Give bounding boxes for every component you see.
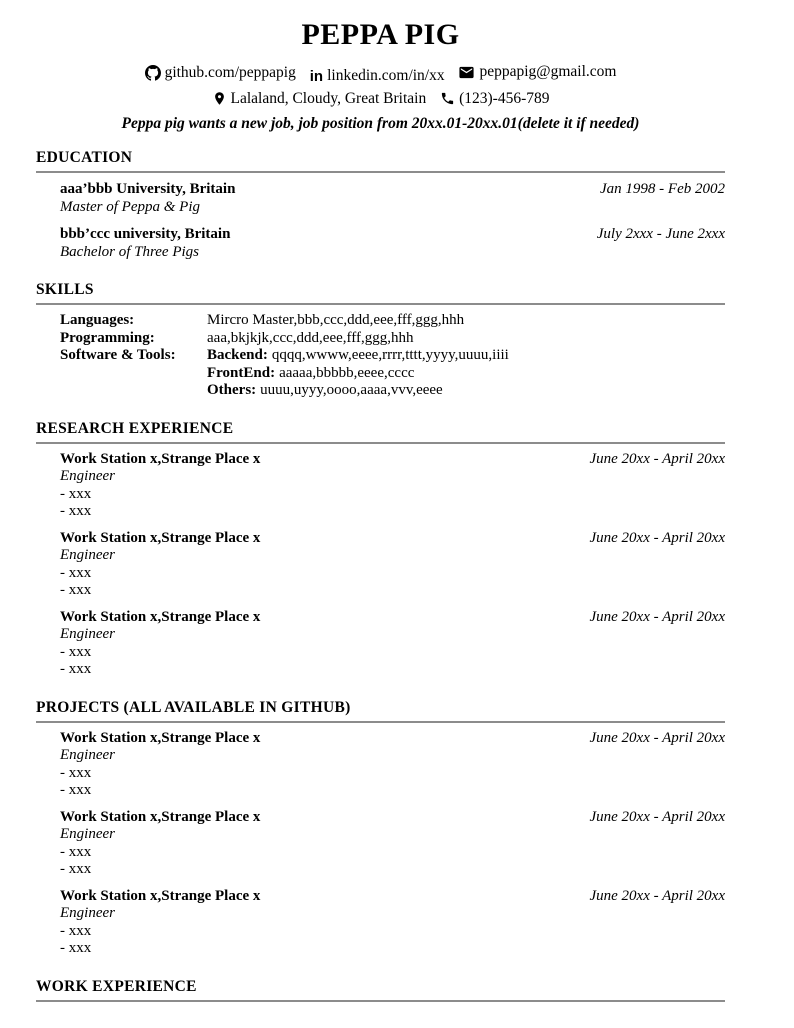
bullet-item: - xxx <box>60 843 92 860</box>
projects-heading: PROJECTS (ALL AVAILABLE IN GITHUB) <box>36 699 725 723</box>
skills-tools-others <box>207 382 509 400</box>
education-dates: July 2xxx - June 2xxx <box>596 226 725 242</box>
skills-tools-backend <box>207 347 509 365</box>
section-work-experience <box>36 978 725 1002</box>
skills-tools-frontend <box>207 365 509 383</box>
role-title: Engineer <box>60 905 115 921</box>
section-projects <box>36 699 725 964</box>
role-title: Engineer <box>60 826 115 842</box>
skills-label: Languages: <box>60 312 135 328</box>
degree-name: Master of Peppa & Pig <box>60 199 200 215</box>
tools-value: uuuu,uyyy,oooo,aaaa,vvv,eeee <box>260 382 443 398</box>
bullet-item: - xxx <box>60 485 92 502</box>
phone-number: (123)-456-789 <box>459 89 550 107</box>
linkedin-handle: linkedin.com/in/xx <box>327 67 445 84</box>
github-handle: github.com/peppapig <box>164 63 296 81</box>
project-entry-head <box>60 809 725 827</box>
tools-sublabel: Others: <box>207 382 257 398</box>
workplace-name: Work Station x,Strange Place x <box>60 729 261 746</box>
candidate-name: PEPPA PIG <box>301 18 460 51</box>
role-title: Engineer <box>60 547 115 563</box>
objective-line: Peppa pig wants a new job, job position from 20xx.01-20xx.01(delete it if needed) <box>121 115 640 132</box>
skills-row-programming <box>60 330 725 348</box>
school-name: bbb’ccc university, Britain <box>60 226 231 242</box>
github-contact <box>145 62 296 84</box>
tools-sublabel: FrontEnd: <box>207 364 276 381</box>
contact-line-2 <box>36 88 725 114</box>
skills-heading: SKILLS <box>36 281 725 305</box>
phone-contact <box>440 88 549 110</box>
research-dates: June 20xx - April 20xx <box>589 608 725 625</box>
project-entry <box>60 730 725 800</box>
bullet-item: - xxx <box>60 643 92 660</box>
school-name: aaa’bbb University, Britain <box>60 181 236 197</box>
workplace-name: Work Station x,Strange Place x <box>60 529 261 546</box>
education-heading: EDUCATION <box>36 149 725 173</box>
contact-line-1 <box>36 61 725 88</box>
section-research-experience <box>36 420 725 685</box>
workplace-name: Work Station x,Strange Place x <box>60 608 261 625</box>
role-title: Engineer <box>60 626 115 642</box>
role-title: Engineer <box>60 747 115 763</box>
phone-icon <box>440 91 455 106</box>
location-pin-icon <box>212 91 227 106</box>
skills-row-software-tools <box>60 347 725 400</box>
project-entry <box>60 809 725 879</box>
workplace-name: Work Station x,Strange Place x <box>60 808 261 825</box>
project-dates: June 20xx - April 20xx <box>589 729 725 746</box>
bullet-item: - xxx <box>60 661 92 677</box>
project-entry <box>60 888 725 958</box>
email-contact <box>458 61 616 83</box>
email-address: peppapig@gmail.com <box>479 63 617 80</box>
research-dates: June 20xx - April 20xx <box>589 450 725 467</box>
degree-name: Bachelor of Three Pigs <box>60 244 200 260</box>
project-entry-head <box>60 888 725 906</box>
research-entry <box>60 451 725 521</box>
bullet-item: - xxx <box>60 582 92 598</box>
project-dates: June 20xx - April 20xx <box>589 808 725 825</box>
email-icon <box>458 64 475 81</box>
research-entry-head <box>60 609 725 627</box>
education-entry <box>60 225 725 261</box>
research-dates: June 20xx - April 20xx <box>589 529 725 546</box>
research-entry <box>60 530 725 600</box>
skills-value: aaa,bkjkjk,ccc,ddd,eee,fff,ggg,hhh <box>207 329 414 346</box>
tools-value: qqqq,wwww,eeee,rrrr,tttt,yyyy,uuuu,iiii <box>271 347 509 363</box>
skills-row-languages <box>60 312 725 330</box>
bullet-item: - xxx <box>60 764 92 781</box>
work-heading: WORK EXPERIENCE <box>36 978 725 1002</box>
bullet-item: - xxx <box>60 861 92 877</box>
research-entries <box>36 444 725 685</box>
section-education <box>36 149 725 267</box>
research-entry <box>60 609 725 679</box>
linkedin-icon: in <box>309 67 324 85</box>
skills-label: Programming: <box>60 329 155 346</box>
workplace-name: Work Station x,Strange Place x <box>60 450 261 467</box>
section-skills <box>36 281 725 406</box>
skills-list <box>36 305 725 406</box>
bullet-item: - xxx <box>60 564 92 581</box>
skills-value: Mircro Master,bbb,ccc,ddd,eee,fff,ggg,hhh <box>207 312 465 328</box>
education-entry <box>60 180 725 216</box>
education-entry-head <box>60 225 725 243</box>
education-entry-head <box>60 180 725 198</box>
role-title: Engineer <box>60 468 115 484</box>
location-text: Lalaland, Cloudy, Great Britain <box>230 89 427 107</box>
github-icon <box>145 65 161 81</box>
bullet-item: - xxx <box>60 503 92 519</box>
location-contact <box>212 88 427 110</box>
tools-value: aaaaa,bbbbb,eeee,cccc <box>279 364 415 381</box>
skills-tools-lines <box>207 347 509 400</box>
bullet-item: - xxx <box>60 922 92 939</box>
skills-label: Software & Tools: <box>60 347 176 363</box>
research-heading: RESEARCH EXPERIENCE <box>36 420 725 444</box>
education-dates: Jan 1998 - Feb 2002 <box>600 181 725 197</box>
project-entry-head <box>60 730 725 748</box>
bullet-item: - xxx <box>60 940 92 956</box>
research-entry-head <box>60 530 725 548</box>
project-dates: June 20xx - April 20xx <box>589 887 725 904</box>
bullet-item: - xxx <box>60 782 92 798</box>
research-entry-head <box>60 451 725 469</box>
workplace-name: Work Station x,Strange Place x <box>60 887 261 904</box>
tools-sublabel: Backend: <box>207 347 268 363</box>
project-entries <box>36 723 725 964</box>
education-entries <box>36 173 725 267</box>
resume-header <box>36 18 725 135</box>
linkedin-contact <box>310 65 445 87</box>
